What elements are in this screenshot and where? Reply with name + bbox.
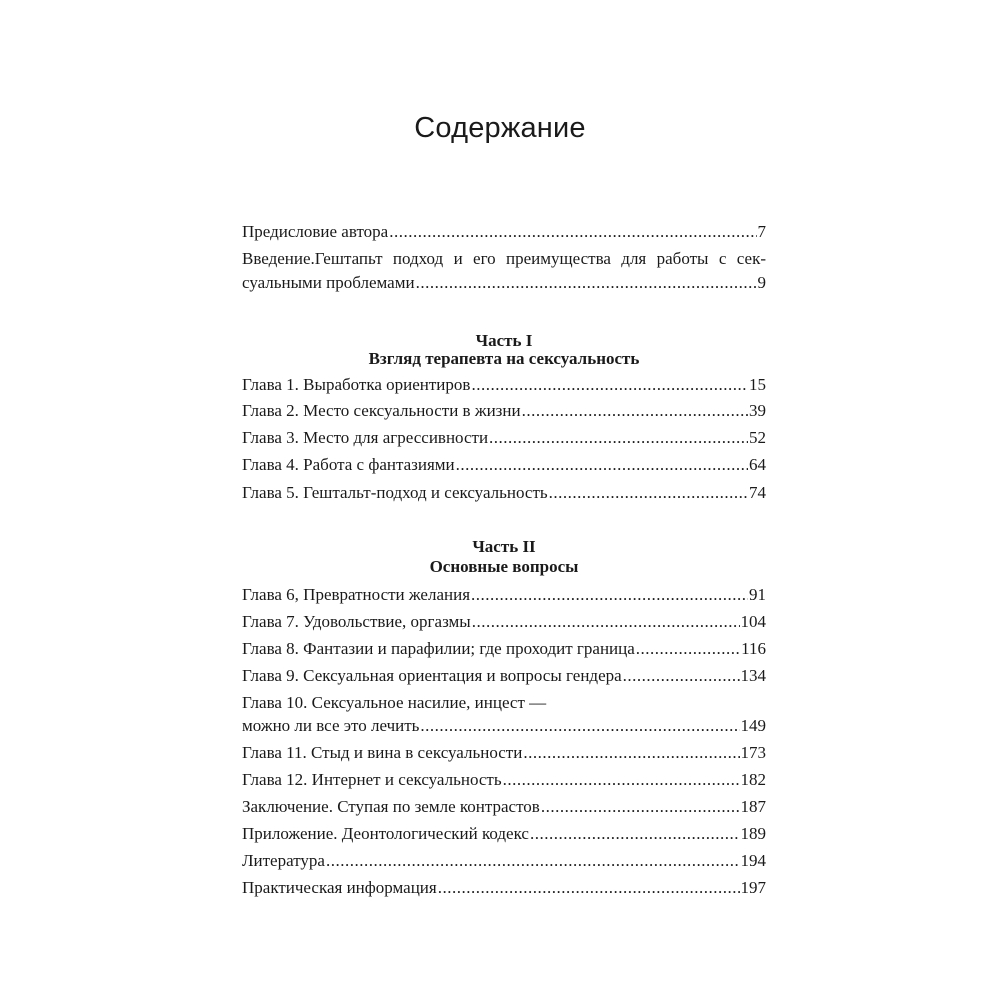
- toc-entry-chapter-8[interactable]: [242, 636, 766, 662]
- entry-label: Практическая информация: [242, 878, 437, 897]
- dot-leader: [489, 425, 748, 451]
- dot-leader: [326, 848, 740, 874]
- entry-label: Литература: [242, 851, 325, 870]
- toc-entry-chapter-1[interactable]: [242, 372, 766, 398]
- entry-label: Глава 5. Гештальт-подход и сексуальность: [242, 483, 548, 502]
- entry-label: Глава 9. Сексуальная ориентация и вопросы гендера: [242, 666, 622, 685]
- entry-page-number: 134: [740, 666, 766, 685]
- entry-label: Глава 12. Интернет и сексуальность: [242, 770, 502, 789]
- dot-leader: [636, 636, 740, 662]
- toc-entry-appendix[interactable]: [242, 821, 766, 847]
- dot-leader: [471, 582, 748, 608]
- entry-page-number: 7: [757, 222, 766, 241]
- entry-label: можно ли все это лечить: [242, 716, 420, 735]
- dot-leader: [416, 270, 757, 296]
- entry-page-number: 182: [740, 770, 766, 789]
- dot-leader: [456, 452, 748, 478]
- page-title: Содержание: [414, 112, 586, 144]
- entry-label: Глава 3. Место для агрессивности: [242, 428, 489, 447]
- entry-label: Предисловие автора: [242, 222, 389, 241]
- dot-leader: [523, 740, 739, 766]
- entry-page-number: 104: [740, 612, 766, 631]
- entry-page-number: 15: [749, 375, 766, 394]
- dot-leader: [549, 480, 748, 506]
- entry-page-number: 39: [749, 401, 766, 420]
- toc-entry-chapter-6[interactable]: [242, 582, 766, 608]
- dot-leader: [530, 821, 740, 847]
- toc-entry-chapter-7[interactable]: [242, 609, 766, 635]
- entry-page-number: 194: [740, 851, 766, 870]
- entry-label: суальными проблемами: [242, 273, 415, 292]
- entry-label: Заключение. Ступая по земле контрастов: [242, 797, 540, 816]
- entry-label: Глава 2. Место сексуальности в жизни: [242, 401, 521, 420]
- entry-label: Приложение. Деонтологический кодекс: [242, 824, 529, 843]
- entry-page-number: 189: [740, 824, 766, 843]
- toc-entry-conclusion[interactable]: [242, 794, 766, 820]
- entry-label: Глава 11. Стыд и вина в сексуальности: [242, 743, 523, 762]
- dot-leader: [438, 875, 740, 901]
- toc-entry-chapter-10[interactable]: [242, 713, 766, 739]
- entry-label: Глава 6, Превратности желания: [242, 585, 471, 604]
- toc-entry-chapter-12[interactable]: [242, 767, 766, 793]
- part-number: Часть II: [472, 537, 536, 556]
- toc-entry-intro-line1[interactable]: Введение.Гештапьт подход и его преимущества для работы с сек-: [242, 249, 766, 268]
- entry-page-number: 74: [749, 483, 766, 502]
- entry-page-number: 91: [749, 585, 766, 604]
- part-title: Взгляд терапевта на сексуальность: [368, 349, 640, 368]
- toc-entry-preface[interactable]: [242, 219, 766, 245]
- toc-entry-literature[interactable]: [242, 848, 766, 874]
- toc-entry-chapter-10-line1[interactable]: Глава 10. Сексуальное насилие, инцест —: [242, 693, 547, 712]
- toc-entry-chapter-11[interactable]: [242, 740, 766, 766]
- entry-label: Глава 8. Фантазии и парафилии; где проходит граница: [242, 639, 635, 658]
- toc-entry-chapter-9[interactable]: [242, 663, 766, 689]
- part-number: Часть I: [475, 331, 533, 350]
- entry-page-number: 116: [741, 639, 766, 658]
- entry-page-number: 173: [740, 743, 766, 762]
- toc-entry-chapter-3[interactable]: [242, 425, 766, 451]
- entry-page-number: 64: [749, 455, 766, 474]
- dot-leader: [623, 663, 740, 689]
- entry-label: Глава 4. Работа с фантазиями: [242, 455, 455, 474]
- toc-entry-chapter-2[interactable]: [242, 398, 766, 424]
- toc-entry-practical-info[interactable]: [242, 875, 766, 901]
- dot-leader: [503, 767, 740, 793]
- entry-label: Глава 7. Удовольствие, оргазмы: [242, 612, 471, 631]
- entry-label: Глава 1. Выработка ориентиров: [242, 375, 471, 394]
- entry-page-number: 52: [749, 428, 766, 447]
- toc-entry-chapter-4[interactable]: [242, 452, 766, 478]
- entry-page-number: 197: [740, 878, 766, 897]
- dot-leader: [522, 398, 748, 424]
- entry-page-number: 9: [757, 273, 766, 292]
- dot-leader: [420, 713, 739, 739]
- entry-page-number: 149: [740, 716, 766, 735]
- dot-leader: [389, 219, 756, 245]
- part-title: Основные вопросы: [429, 557, 579, 576]
- dot-leader: [472, 609, 740, 635]
- toc-entry-intro[interactable]: [242, 270, 766, 296]
- dot-leader: [471, 372, 748, 398]
- toc-entry-chapter-5[interactable]: [242, 480, 766, 506]
- dot-leader: [541, 794, 740, 820]
- entry-page-number: 187: [740, 797, 766, 816]
